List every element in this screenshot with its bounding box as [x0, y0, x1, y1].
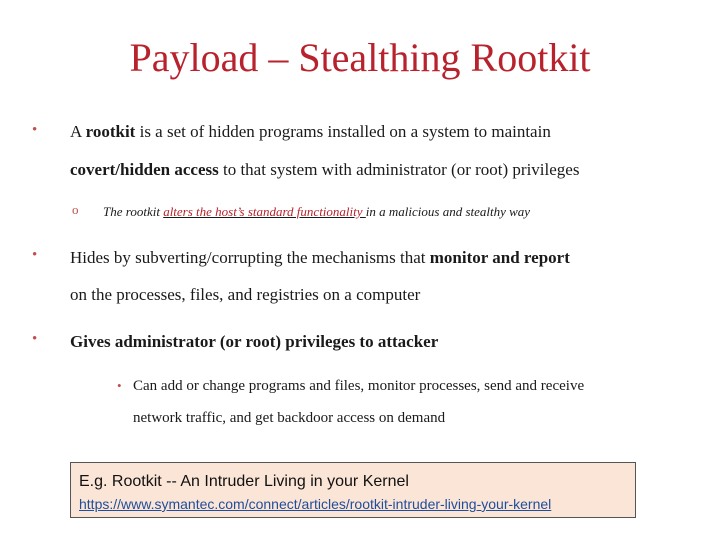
bullet1-term: rootkit	[85, 122, 136, 141]
bullet1-term2: covert/hidden access	[70, 160, 219, 179]
bullet3-text: Gives administrator (or root) privileges to attacker	[70, 332, 439, 351]
bullet3-sub-line1: Can add or change programs and files, monitor processes, send and receive	[133, 378, 585, 394]
bullet2-term: monitor and report	[429, 248, 570, 267]
sub-text-cont: in a malicious and stealthy way	[365, 204, 531, 219]
reference-title: E.g. Rootkit -- An Intruder Living in your Kernel	[79, 473, 409, 490]
bullet-icon: •	[32, 122, 38, 138]
bullet-icon: •	[32, 247, 38, 263]
bullet2-line1	[70, 248, 570, 268]
sub-bullet-icon: o	[72, 202, 79, 217]
bullet-icon: •	[32, 331, 38, 347]
bullet3-line1	[70, 332, 438, 352]
sub-highlight: alters the host’s standard functionality	[163, 204, 366, 219]
bullet1-text-cont: is a set of hidden programs installed on a system to maintain	[135, 122, 551, 141]
reference-box	[70, 462, 636, 518]
bullet1-text2: to that system with administrator (or root) privileges	[218, 160, 580, 179]
bullet3-sub-line2: network traffic, and get backdoor access on demand	[133, 410, 446, 426]
sub-text: The rootkit	[103, 204, 164, 219]
bullet2-line2: on the processes, files, and registries on a computer	[70, 285, 421, 304]
sub-bullet-icon: •	[117, 378, 122, 393]
bullet1-line1	[70, 122, 551, 142]
bullet2-text: Hides by subverting/corrupting the mechanisms that	[70, 248, 430, 267]
bullet1-subpoint	[103, 204, 530, 220]
slide-title: Payload – Stealthing Rootkit	[129, 35, 591, 80]
bullet1-text: A	[70, 122, 86, 141]
bullet1-line2	[70, 160, 579, 180]
reference-link[interactable]: https://www.symantec.com/connect/articles/rootkit-intruder-living-your-kernel	[79, 496, 552, 512]
